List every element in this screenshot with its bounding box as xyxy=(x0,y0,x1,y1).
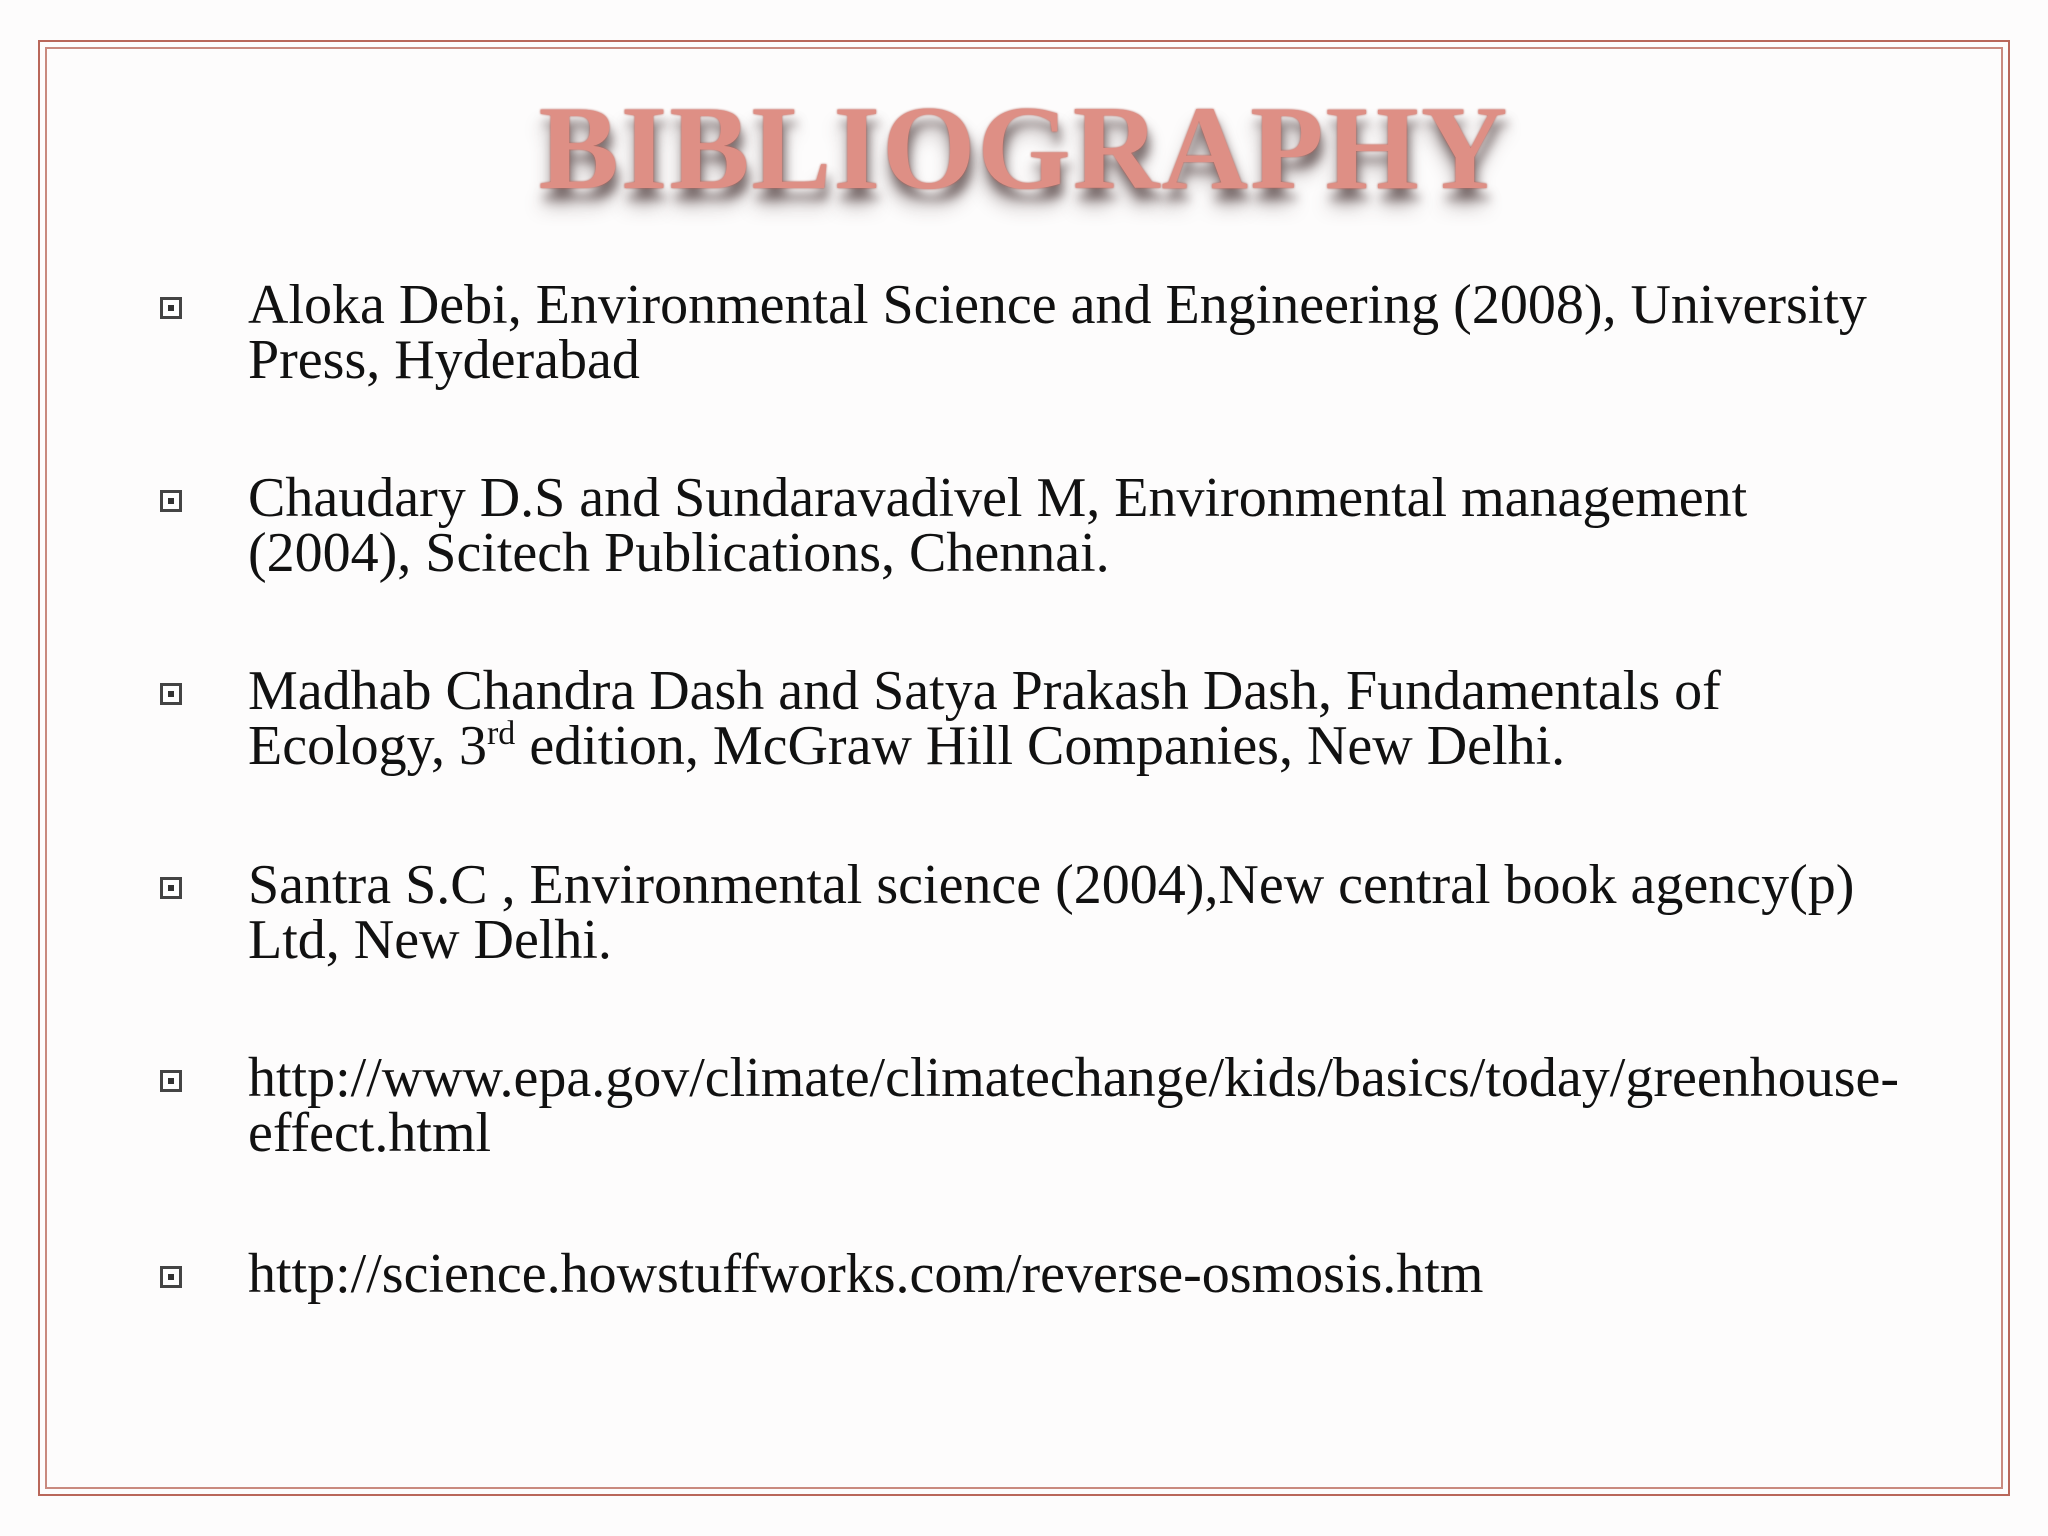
reference-line: (2004), Scitech Publications, Chennai. xyxy=(248,522,1110,584)
boxed-square-bullet-icon xyxy=(160,1070,182,1092)
boxed-square-bullet-icon xyxy=(160,490,182,512)
reference-text: Ecology, 3 xyxy=(248,715,487,777)
boxed-square-bullet-icon xyxy=(160,297,182,319)
boxed-square-bullet-icon xyxy=(160,683,182,705)
reference-line-link[interactable]: effect.html xyxy=(248,1102,492,1164)
reference-line: Ltd, New Delhi. xyxy=(248,909,612,971)
reference-item xyxy=(248,467,1948,584)
reference-line: Press, Hyderabad xyxy=(248,329,640,391)
boxed-square-bullet-icon xyxy=(160,1266,182,1288)
boxed-square-bullet-icon xyxy=(160,877,182,899)
reference-item xyxy=(248,1047,1948,1164)
reference-line: Santra S.C , Environmental science (2004),New central book agency(p) xyxy=(248,854,1855,916)
slide-title: BIBLIOGRAPHY xyxy=(538,81,1510,214)
reference-item xyxy=(248,1243,1948,1305)
reference-line-link[interactable]: http://www.epa.gov/climate/climatechange/kids/basics/today/greenhouse- xyxy=(248,1047,1899,1109)
reference-line: Madhab Chandra Dash and Satya Prakash Dash, Fundamentals of xyxy=(248,660,1721,722)
reference-line-link[interactable]: http://science.howstuffworks.com/reverse-osmosis.htm xyxy=(248,1243,1484,1305)
reference-line: Aloka Debi, Environmental Science and Engineering (2008), University xyxy=(248,274,1867,336)
reference-item xyxy=(248,660,1948,777)
reference-item xyxy=(248,854,1948,971)
reference-line: Chaudary D.S and Sundaravadivel M, Environmental management xyxy=(248,467,1748,529)
reference-item xyxy=(248,274,1948,391)
reference-text: edition, McGraw Hill Companies, New Delhi. xyxy=(515,715,1566,777)
reference-line xyxy=(248,715,1948,777)
ordinal-superscript: rd xyxy=(486,715,516,752)
